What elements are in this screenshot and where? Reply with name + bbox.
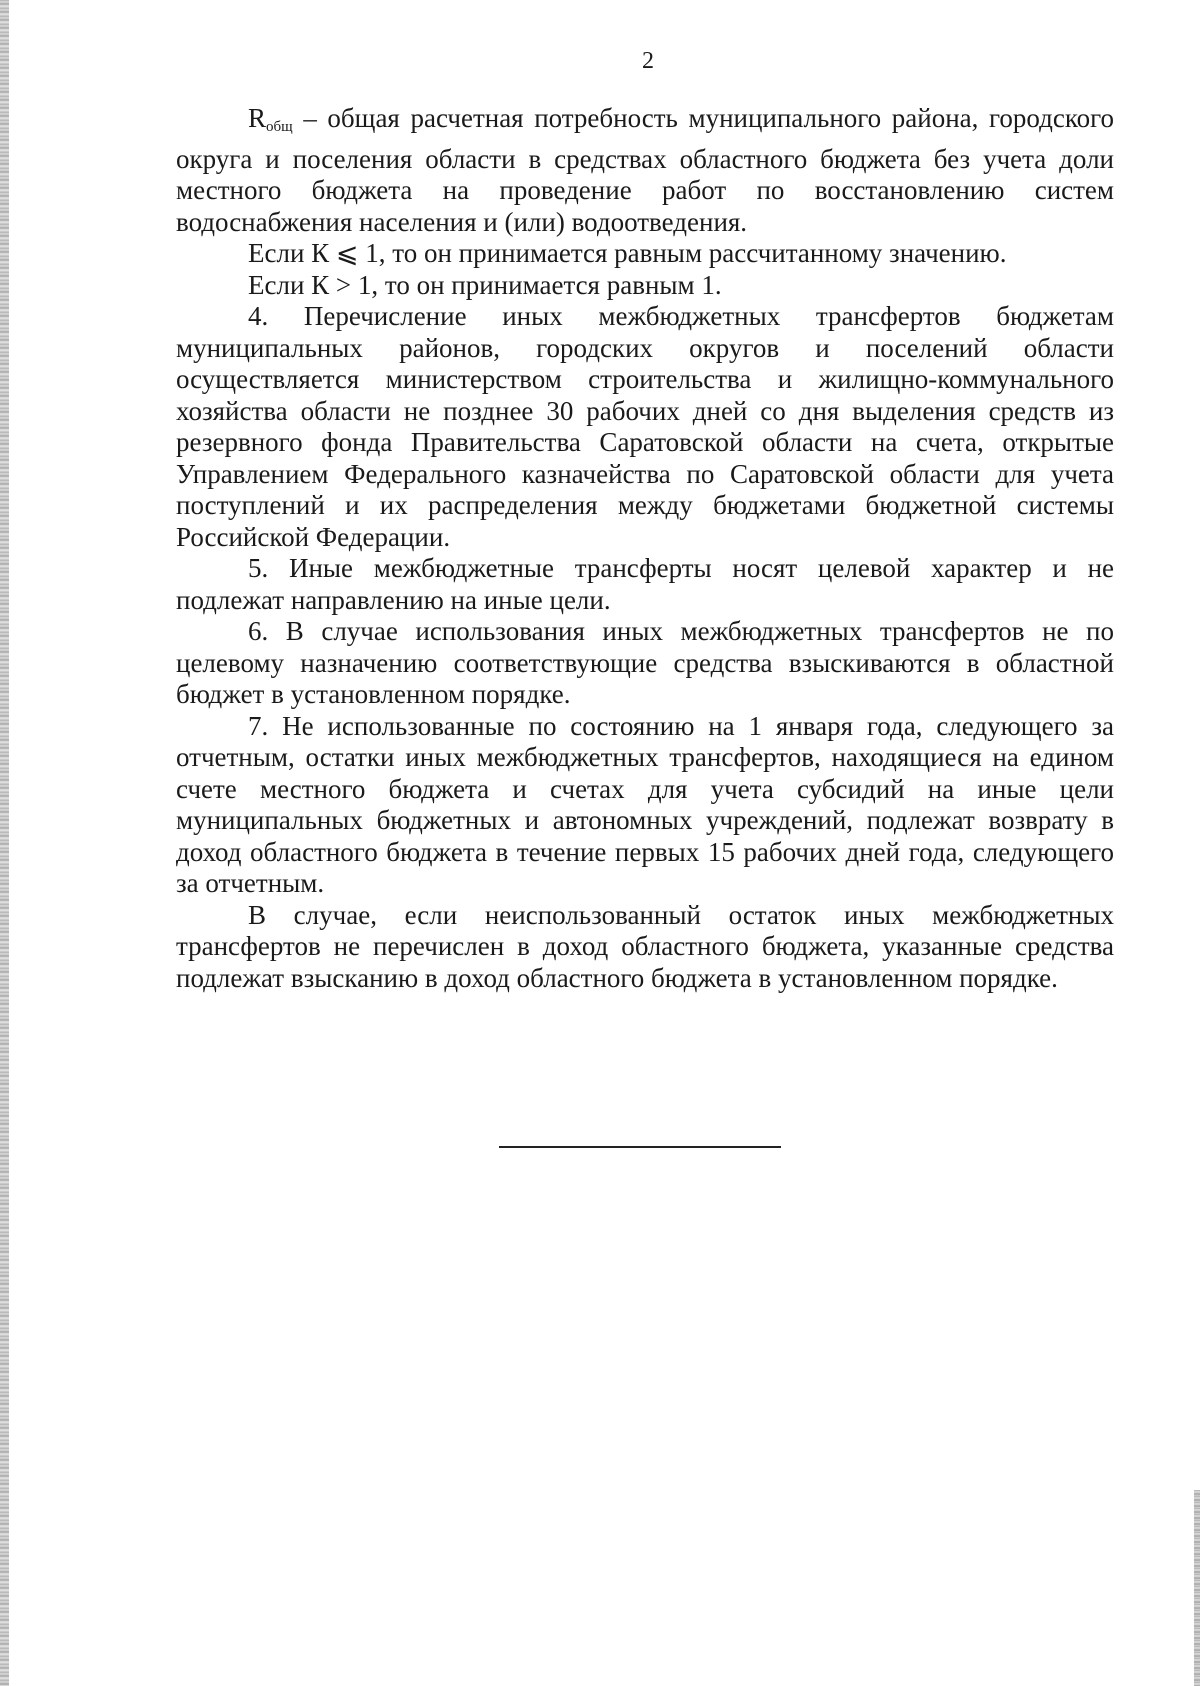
page-number: 2	[642, 48, 654, 74]
closing-rule	[499, 1146, 781, 1148]
formula-symbol: R	[248, 103, 267, 133]
formula-subscript: общ	[266, 119, 293, 135]
paragraph-7: 7. Не использованные по состоянию на 1 января года, следующего за отчетным, остатки иных межбюджетных трансфертов, находящиеся на едином счете местного бюджета и счетах для учета субсидий на иные цели муниципальных бюджетных и автономных учреждений, подлежат возврату в доход областного бюджета в течение первых 15 рабочих дней года, следующего за отчетным.	[176, 710, 1114, 898]
condition-k-le-1: Если К ⩽ 1, то он принимается равным рассчитанному значению.	[248, 238, 1007, 268]
definition-dash: –	[303, 103, 317, 133]
paragraph-7-continuation: В случае, если неиспользованный остаток иных межбюджетных трансфертов не перечислен в доход областного бюджета, указанные средства подлежат взысканию в доход областного бюджета в установленном порядке.	[176, 899, 1114, 993]
scan-edge-left	[0, 0, 9, 1686]
definition-text: общая расчетная потребность муниципального района, городского округа и поселения области в средствах областного бюджета без учета доли местного бюджета на проведение работ по восстановлению систем водоснабжения населения и (или) водоотведения.	[176, 103, 1114, 237]
scan-edge-right	[1194, 1490, 1200, 1686]
document-body	[176, 103, 1114, 994]
paragraph-4: 4. Перечисление иных межбюджетных трансфертов бюджетам муниципальных районов, городских округов и поселений области осуществляется министерством строительства и жилищно-коммунального хозяйства области не позднее 30 рабочих дней со дня выделения средств из резервного фонда Правительства Саратовской области на счета, открытые Управлением Федерального казначейства по Саратовской области для учета поступлений и их распределения между бюджетами бюджетной системы Российской Федерации.	[176, 301, 1114, 552]
definition-paragraph	[176, 103, 1114, 238]
paragraph-5: 5. Иные межбюджетные трансферты носят целевой характер и не подлежат направлению на иные цели.	[176, 553, 1114, 615]
condition-k-gt-1: Если К > 1, то он принимается равным 1.	[248, 269, 722, 300]
paragraph-6: 6. В случае использования иных межбюджетных трансфертов не по целевому назначению соответствующие средства взыскиваются в областной бюджет в установленном порядке.	[176, 616, 1114, 709]
